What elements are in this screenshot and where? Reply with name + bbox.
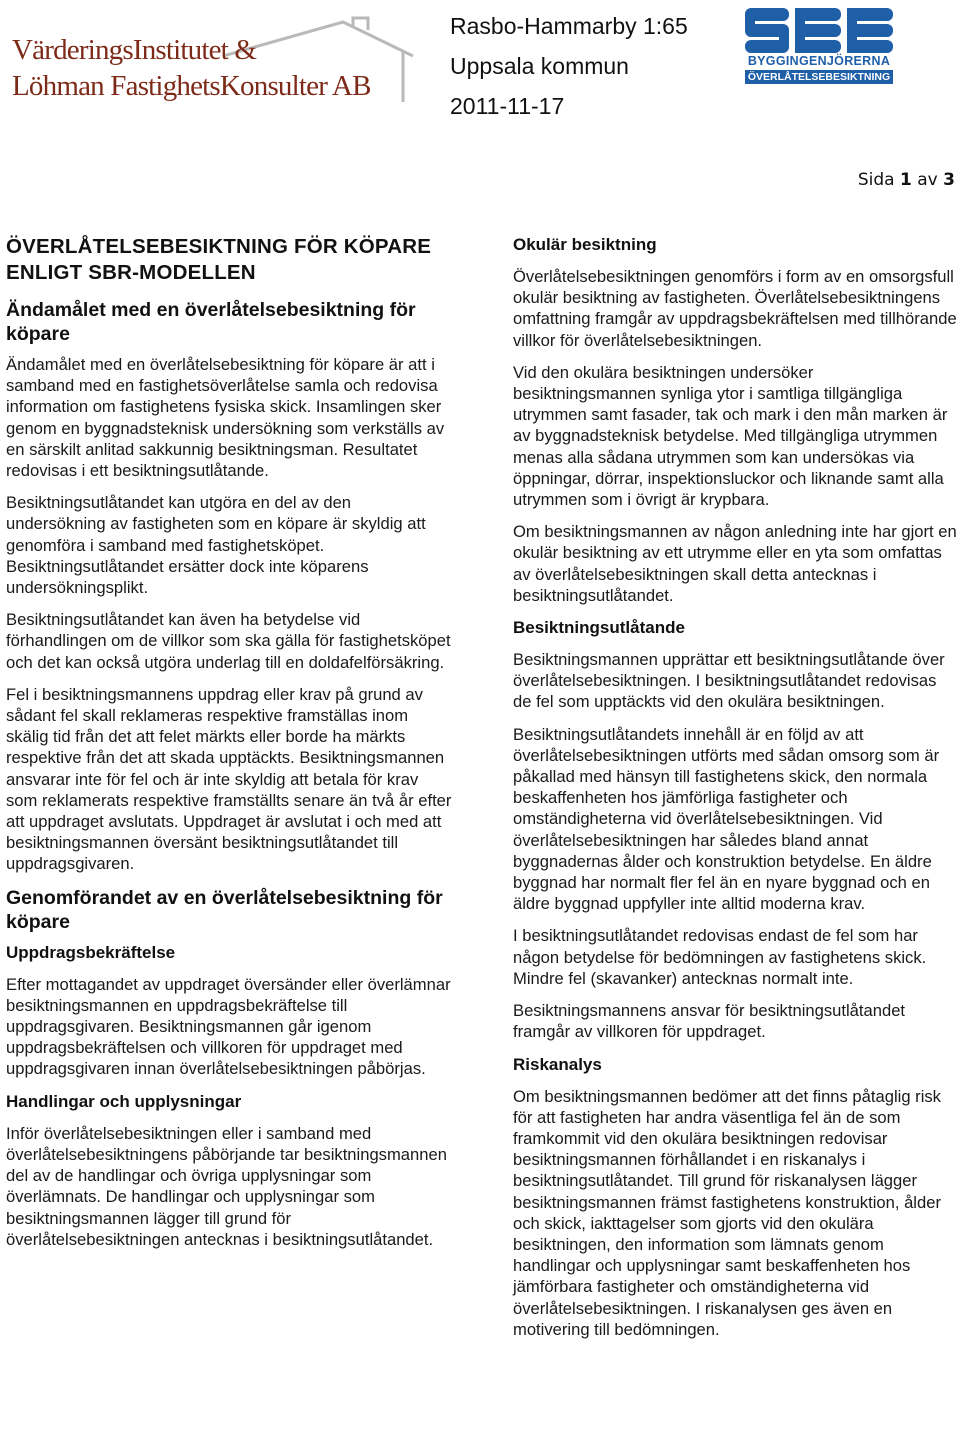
document-date: 2011-11-17 <box>450 93 565 119</box>
paragraph: Överlåtelsebesiktningen genomförs i form av en omsorgsfull okulär besiktning av fastigheten. Överlåtelsebesiktningens omfattning framgår av uppdragsbekräftelsen med tillhörande villkor för överlåtelsebesiktningen. <box>513 267 957 350</box>
heading-execution: Genomförandet av en överlåtelsebesiktning för köpare <box>6 886 443 933</box>
paragraph: Inför överlåtelsebesiktningen eller i samband med överlåtelsebesiktningens påbörjande tar besiktningsmannen del av de handlingar och övriga upplysningar som överlämnats. De handlingar och upplysningar som besiktningsmannen lägger till grund för överlåtelsebesiktningen antecknas i besiktningsutlåtandet. <box>6 1123 447 1249</box>
paragraph: Ändamålet med en överlåtelsebesiktning för köpare är att i samband med en fastighetsöverlåtelse samla och redovisa information om fastighetens fysiska skick. Insamlingen sker genom en byggnadsteknisk undersökning som verkställs av en särskilt anlitad sakkunnig besiktningsman. Resultatet redovisas i ett besiktningsutlåtande. <box>6 355 445 481</box>
heading-risk-analysis: Riskanalys <box>513 1054 602 1074</box>
property-designation: Rasbo-Hammarby 1:65 <box>450 13 688 39</box>
heading-confirmation: Uppdragsbekräftelse <box>6 942 176 962</box>
document-title: ÖVERLÅTELSEBESIKTNING FÖR KÖPARE ENLIGT SBR-MODELLEN <box>6 235 432 284</box>
heading-visual-inspection: Okulär besiktning <box>513 235 657 254</box>
paragraph: Fel i besiktningsmannens uppdrag eller krav på grund av sådant fel skall reklameras respektive framställas inom skälig tid från det att felet märkts eller borde ha märkts respektive från det att skada upptäckts. Besiktningsmannen ansvarar inte för fel och är inte skyldig att betala för krav som reklamerats respektive framställts senare än två år efter att uppdraget avslutats. Uppdraget är avslutat i och med att besiktningsmannen översänt besiktningsutlåtandet till uppdragsgivaren. <box>6 684 452 874</box>
paragraph: Om besiktningsmannen av någon anledning inte har gjort en okulär besiktning av ett utrymme eller en yta som omfattas av överlåtelsebesiktningen skall detta antecknas i besiktningsutlåtandet. <box>513 522 957 605</box>
company-logo <box>8 14 418 104</box>
heading-documents: Handlingar och upplysningar <box>6 1091 242 1111</box>
sbr-logo <box>745 8 893 84</box>
paragraph: Besiktningsutlåtandet kan utgöra en del av den undersökning av fastigheten som en köpare är skyldig att genomföra i samband med fastighetsköpet. Besiktningsutlåtandet ersätter dock inte köparens undersökningsplikt. <box>6 493 426 598</box>
page-prefix: Sida <box>857 170 895 190</box>
logo-line-1: VärderingsInstitutet & <box>12 34 257 66</box>
paragraph: Efter mottagandet av uppdraget översänder eller överlämnar besiktningsmannen en uppdragsbekräftelse till uppdragsgivaren. Besiktningsmannen går igenom uppdragsbekräftelsen och villkoren för uppdraget med uppdragsgivaren innan överlåtelsebesiktningen påbörjas. <box>6 974 451 1079</box>
logo-line-2: Löhman FastighetsKonsulter AB <box>12 70 371 102</box>
page-header <box>0 0 960 120</box>
right-column <box>513 234 957 1351</box>
heading-purpose: Ändamålet med en överlåtelsebesiktning för köpare <box>6 299 416 345</box>
sbr-letters-icon <box>745 8 893 54</box>
left-column <box>6 234 454 1261</box>
paragraph: Besiktningsutlåtandets innehåll är en följd av att överlåtelsebesiktningen utförts med sådan omsorg som är påkallad med hänsyn till fastighetens skick, den normala beskaffenheten hos jämförliga fastigheter och omständigheterna vid överlåtelsebesiktningen. Vid överlåtelsebesiktningen har således bland annat byggnadernas ålder och konstruktion betydelse. En äldre byggnad har normalt fler fel än en nyare byggnad och en äldre byggnad uppfyller inte alltid moderna krav. <box>513 724 940 914</box>
page-number <box>858 170 955 190</box>
paragraph: Besiktningsutlåtandet kan även ha betydelse vid förhandlingen om de villkor som ska gälla för fastighetsköpet och det kan också utgöra underlag till en doldafelförsäkring. <box>6 610 451 672</box>
paragraph: I besiktningsutlåtandet redovisas endast de fel som har någon betydelse för bedömningen av fastighetens skick. Mindre fel (skavanker) antecknas normalt inte. <box>513 926 927 988</box>
page-separator: av <box>917 170 938 190</box>
sbr-tagline: BYGGINGENJÖRERNA <box>745 54 893 69</box>
paragraph: Vid den okulära besiktningen undersöker besiktningsmannen synliga ytor i samtliga tillgängliga utrymmen samt fasader, tak och mark i den mån marken är av byggnadsteknisk betydelse. Med tillgängliga utrymmen menas alla sådana utrymmen som kan undersökas via öppningar, dörrar, inspektionsluckor och liknande samt alla utrymmen som i övrigt är krypbara. <box>513 362 948 510</box>
paragraph: Besiktningsmannen upprättar ett besiktningsutlåtande över överlåtelsebesiktningen. I besiktningsutlåtandet redovisas de fel som upptäckts vid den okulära besiktningen. <box>513 650 945 712</box>
page-current: 1 <box>900 170 912 190</box>
paragraph: Om besiktningsmannen bedömer att det finns påtaglig risk för att fastigheten har andra väsentliga fel än de som framkommit vid den okulära besiktningen redovisar besiktningsmannen förhållandet i en riskanalys i besiktningsutlåtandet. Till grund för riskanalysen lägger besiktningsmannen främst fastighetens konstruktion, ålder och skick, iakttagelser som gjorts vid den okulära besiktningen, den information som lämnats genom handlingar och upplysningar samt beskaffenheten hos jämförbara fastigheter och omständigheterna vid överlåtelsebesiktningen. I riskanalysen ges även en motivering till bedömningen. <box>513 1086 941 1339</box>
sbr-subtitle: ÖVERLÅTELSEBESIKTNING <box>745 70 893 84</box>
page-total: 3 <box>943 170 955 190</box>
paragraph: Besiktningsmannens ansvar för besiktningsutlåtandet framgår av villkoren för uppdraget. <box>513 1001 906 1042</box>
document-info <box>450 6 688 126</box>
municipality: Uppsala kommun <box>450 53 629 79</box>
heading-statement: Besiktningsutlåtande <box>513 618 685 638</box>
